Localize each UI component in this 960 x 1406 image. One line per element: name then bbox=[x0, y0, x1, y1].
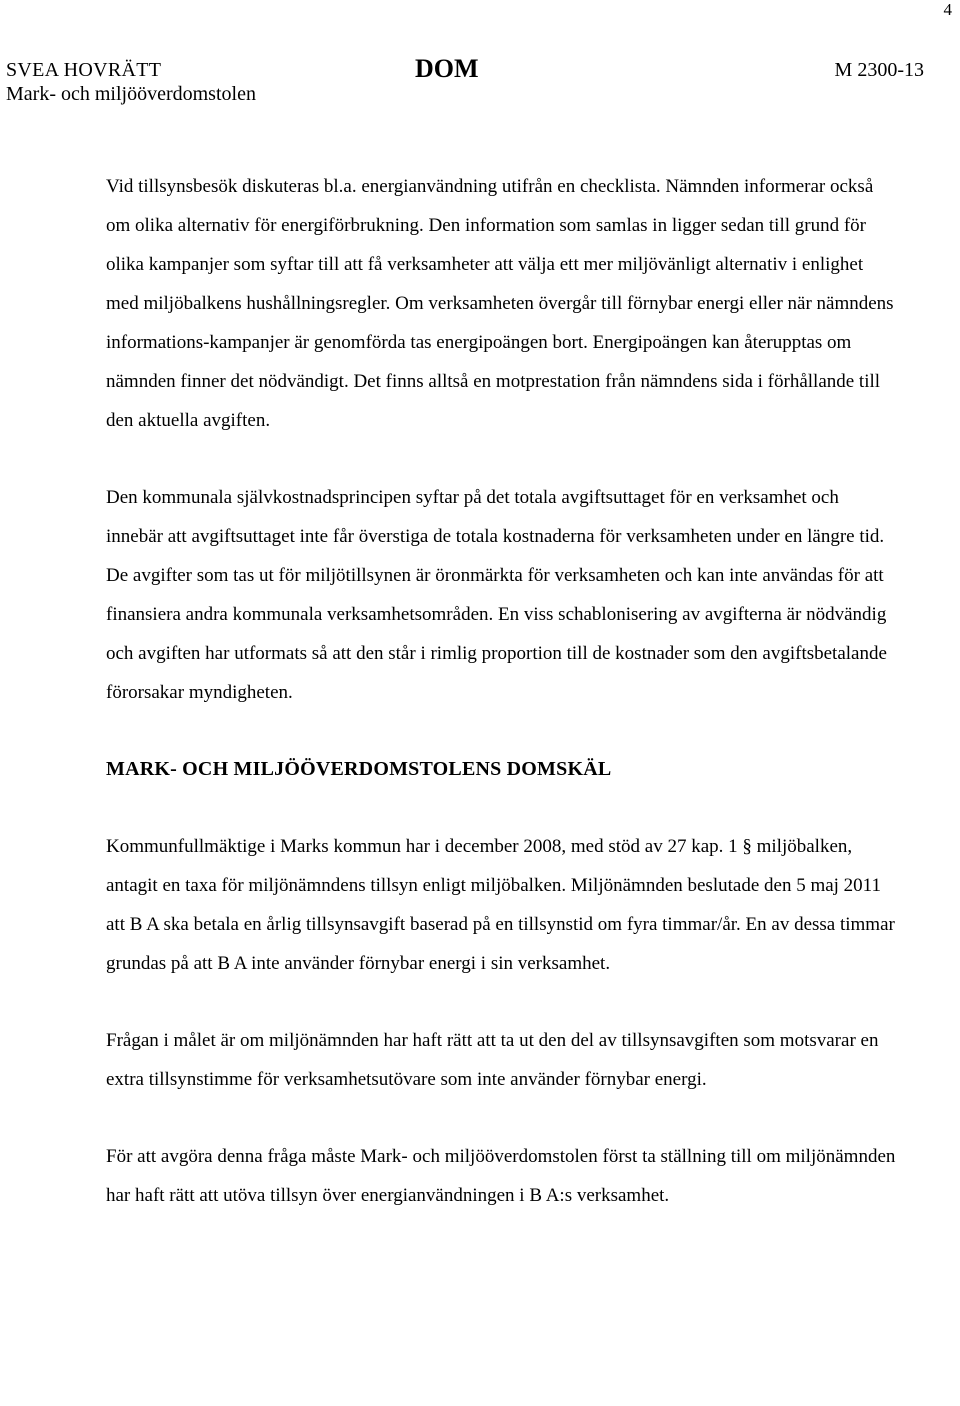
court-name: SVEA HOVRÄTT bbox=[6, 59, 162, 81]
court-division: Mark- och miljööverdomstolen bbox=[6, 83, 256, 105]
case-number: M 2300-13 bbox=[834, 59, 924, 81]
paragraph-tillsynsbesok: Vid tillsynsbesök diskuteras bl.a. energianvändning utifrån en checklista. Nämnden informerar också om olika alternativ för energiförbrukning. Den information som samlas in ligger sedan till grund för olika kampanjer som syftar till att få verksamheter att välja ett mer miljövänligt alternativ i enlighet med miljöbalkens hushållningsregler. Om verksamheten övergår till förnybar energi eller när nämndens informations-kampanjer är genomförda tas energipoängen bort. Energipoängen kan återupptas om nämnden finner det nödvändigt. Det finns alltså en motprestation från nämndens sida i förhållande till den aktuella avgiften. bbox=[106, 176, 894, 431]
paragraph-sjalvkostnad: Den kommunala självkostnadsprincipen syftar på det totala avgiftsuttaget för en verksamhet och innebär att avgiftsuttaget inte får överstiga de totala kostnaderna för verksamheten under en längre tid. De avgifter som tas ut för miljötillsynen är öronmärkta för verksamheten och kan inte användas för att finansiera andra kommunala verksamhetsområden. En viss schablonisering av avgifterna är nödvändig och avgiften har utformats så att den står i rimlig proportion till de kostnader som den avgiftsbetalande förorsakar myndigheten. bbox=[106, 487, 887, 703]
document-type: DOM bbox=[415, 54, 479, 83]
section-heading: MARK- OCH MILJÖÖVERDOMSTOLENS DOMSKÄL bbox=[106, 758, 612, 780]
paragraph-for-att-avgora: För att avgöra denna fråga måste Mark- och miljööverdomstolen först ta ställning till om miljönämnden har haft rätt att utöva tillsyn över energianvändningen i B A:s verksamhet. bbox=[106, 1146, 896, 1206]
paragraph-fragan: Frågan i målet är om miljönämnden har haft rätt att ta ut den del av tillsynsavgiften som motsvarar en extra tillsynstimme för verksamhetsutövare som inte använder förnybar energi. bbox=[106, 1030, 879, 1090]
document-header bbox=[6, 52, 924, 108]
page-number: 4 bbox=[943, 0, 952, 19]
paragraph-kommunfullmaktige: Kommunfullmäktige i Marks kommun har i december 2008, med stöd av 27 kap. 1 § miljöbalken, antagit en taxa för miljönämndens tillsyn enligt miljöbalken. Miljönämnden beslutade den 5 maj 2011 att B A ska betala en årlig tillsynsavgift baserad på en tillsynstid om fyra timmar/år. En av dessa timmar grundas på att B A inte använder förnybar energi i sin verksamhet. bbox=[106, 836, 895, 974]
document-body bbox=[106, 167, 896, 1215]
